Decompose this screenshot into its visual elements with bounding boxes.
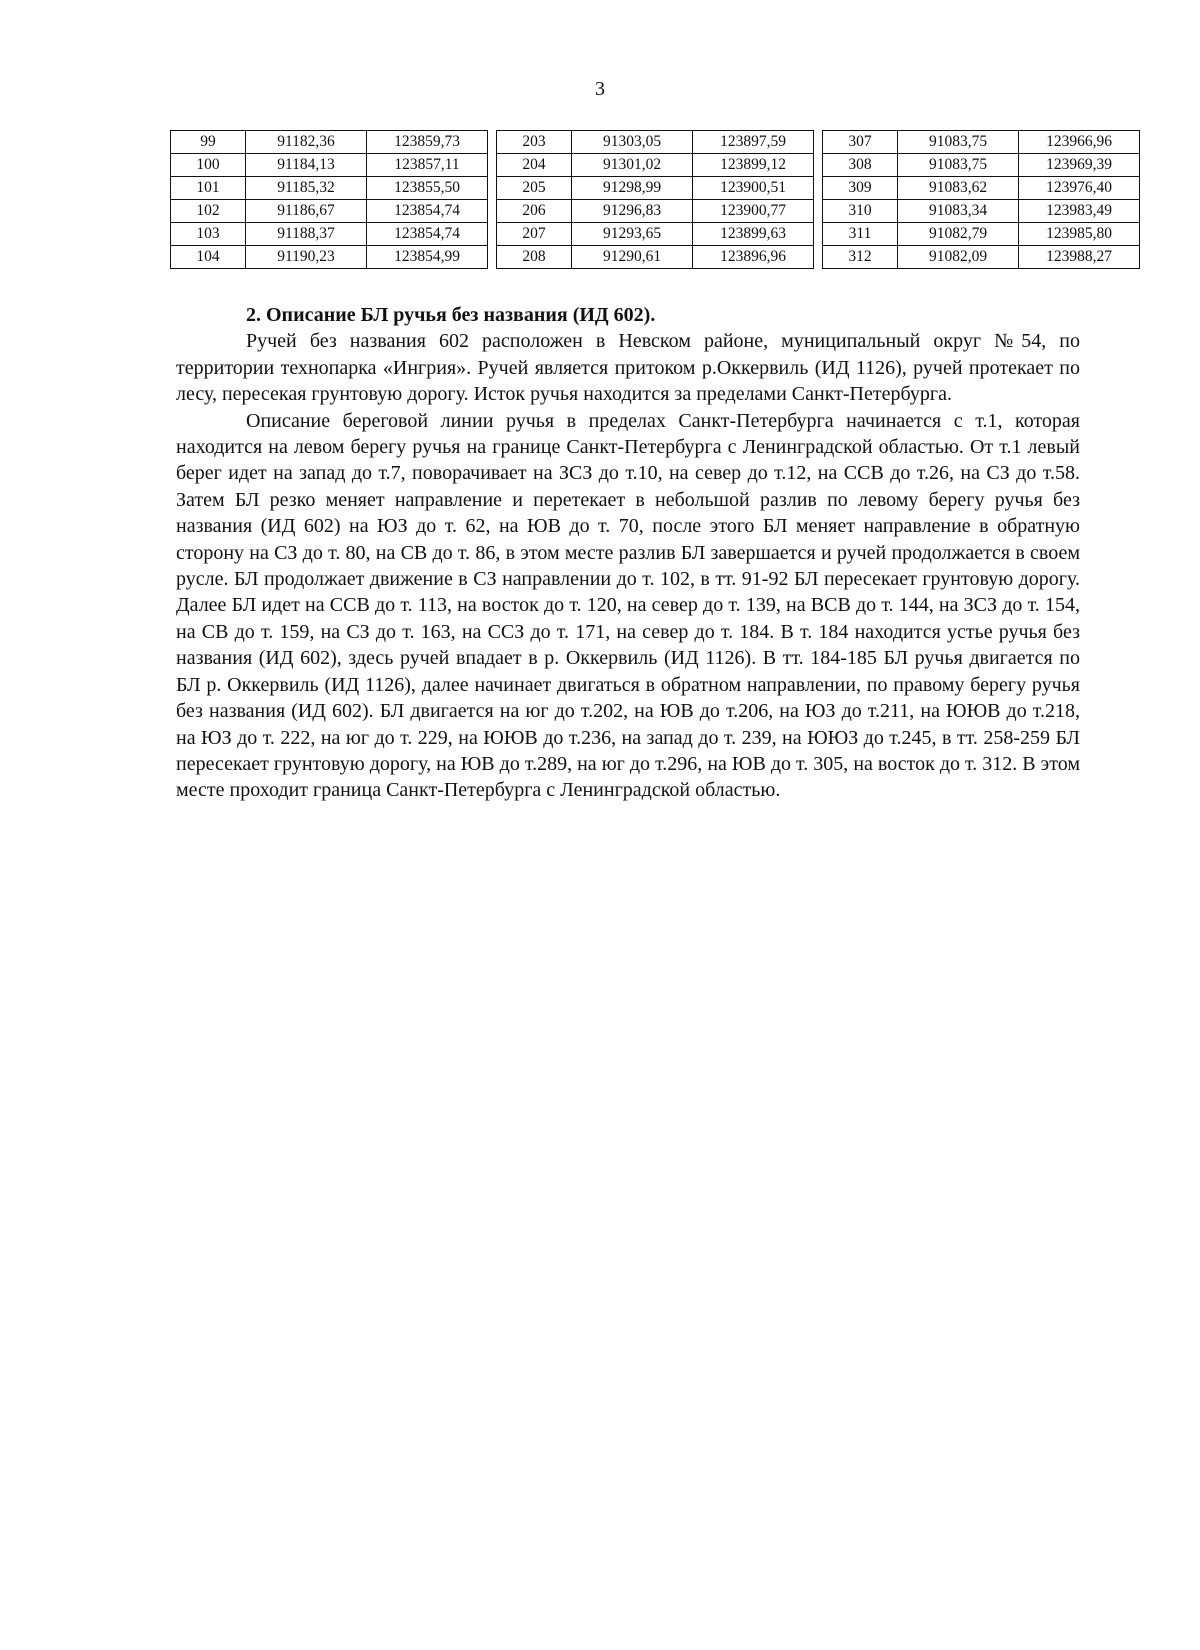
y-coordinate-cell: 123859,73 [367,131,488,154]
x-coordinate-cell: 91182,36 [246,131,367,154]
x-coordinate-cell: 91185,32 [246,177,367,200]
table-row [171,223,488,246]
table-row [823,200,1140,223]
y-coordinate-cell: 123899,12 [693,154,814,177]
x-coordinate-cell: 91296,83 [572,200,693,223]
y-coordinate-cell: 123897,59 [693,131,814,154]
table-row [497,200,814,223]
point-number-cell: 101 [171,177,246,200]
table-row [171,154,488,177]
x-coordinate-cell: 91290,61 [572,246,693,269]
point-number-cell: 99 [171,131,246,154]
point-number-cell: 208 [497,246,572,269]
x-coordinate-cell: 91083,75 [898,131,1019,154]
table-row [171,246,488,269]
paragraph-shoreline-description: Описание береговой линии ручья в пределах Санкт-Петербурга начинается с т.1, которая находится на левом берегу ручья на границе Санкт-Петербурга с Ленинградской областью. От т.1 левый берег идет на запад до т.7, поворачивает на ЗСЗ до т.10, на север до т.12, на ССВ до т.26, на СЗ до т.58. Затем БЛ резко меняет направление и перетекает в небольшой разлив по левому берегу ручья без названия (ИД 602) на ЮЗ до т. 62, на ЮВ до т. 70, после этого БЛ меняет направление в обратную сторону на СЗ до т. 80, на СВ до т. 86, в этом месте разлив БЛ завершается и ручей продолжается в своем русле. БЛ продолжает движение в СЗ направлении до т. 102, в тт. 91-92 БЛ пересекает грунтовую дорогу. Далее БЛ идет на ССВ до т. 113, на восток до т. 120, на север до т. 139, на ВСВ до т. 144, на ЗСЗ до т. 154, на СВ до т. 159, на СЗ до т. 163, на ССЗ до т. 171, на север до т. 184. В т. 184 находится устье ручья без названия (ИД 602), здесь ручей впадает в р. Оккервиль (ИД 1126). В тт. 184-185 БЛ ручья двигается по БЛ р. Оккервиль (ИД 1126), далее начинает двигаться в обратном направлении, по правому берегу ручья без названия (ИД 602). БЛ двигается на юг до т.202, на ЮВ до т.206, на ЮЗ до т.211, на ЮЮВ до т.218, на ЮЗ до т. 222, на юг до т. 229, на ЮЮВ до т.236, на запад до т. 239, на ЮЮЗ до т.245, в тт. 258-259 БЛ пересекает грунтовую дорогу, на ЮВ до т.289, на юг до т.296, на ЮВ до т. 305, на восток до т. 312. В этом месте проходит граница Санкт-Петербурга с Ленинградской областью. [176,409,1080,802]
x-coordinate-cell: 91303,05 [572,131,693,154]
point-number-cell: 309 [823,177,898,200]
y-coordinate-cell: 123983,49 [1019,200,1140,223]
point-number-cell: 311 [823,223,898,246]
page-number: 3 [595,78,605,100]
table-row [823,154,1140,177]
y-coordinate-cell: 123988,27 [1019,246,1140,269]
point-number-cell: 100 [171,154,246,177]
y-coordinate-cell: 123969,39 [1019,154,1140,177]
coordinates-table-3 [822,130,1140,269]
table-row [171,131,488,154]
point-number-cell: 102 [171,200,246,223]
table-row [823,223,1140,246]
point-number-cell: 203 [497,131,572,154]
coordinates-table-2 [496,130,814,269]
point-number-cell: 308 [823,154,898,177]
table-row [497,246,814,269]
point-number-cell: 204 [497,154,572,177]
x-coordinate-cell: 91082,09 [898,246,1019,269]
point-number-cell: 206 [497,200,572,223]
y-coordinate-cell: 123854,74 [367,223,488,246]
x-coordinate-cell: 91188,37 [246,223,367,246]
table-row [171,177,488,200]
y-coordinate-cell: 123985,80 [1019,223,1140,246]
y-coordinate-cell: 123896,96 [693,246,814,269]
table-row [823,131,1140,154]
section-heading: 2. Описание БЛ ручья без названия (ИД 602). [246,304,656,326]
point-number-cell: 307 [823,131,898,154]
table-row [497,154,814,177]
x-coordinate-cell: 91186,67 [246,200,367,223]
table-row [823,246,1140,269]
coordinates-table-1 [170,130,488,269]
x-coordinate-cell: 91083,75 [898,154,1019,177]
x-coordinate-cell: 91293,65 [572,223,693,246]
x-coordinate-cell: 91190,23 [246,246,367,269]
point-number-cell: 103 [171,223,246,246]
y-coordinate-cell: 123976,40 [1019,177,1140,200]
y-coordinate-cell: 123855,50 [367,177,488,200]
y-coordinate-cell: 123857,11 [367,154,488,177]
x-coordinate-cell: 91083,62 [898,177,1019,200]
paragraph-stream-location: Ручей без названия 602 расположен в Невском районе, муниципальный округ №54, по территории технопарка «Ингрия». Ручей является притоком р.Оккервиль (ИД 1126), ручей протекает по лесу, пересекая грунтовую дорогу. Исток ручья находится за пределами Санкт-Петербурга. [176,330,1080,406]
document-body [176,302,1080,804]
point-number-cell: 205 [497,177,572,200]
point-number-cell: 104 [171,246,246,269]
point-number-cell: 312 [823,246,898,269]
y-coordinate-cell: 123966,96 [1019,131,1140,154]
table-row [497,131,814,154]
table-row [497,177,814,200]
x-coordinate-cell: 91082,79 [898,223,1019,246]
point-number-cell: 207 [497,223,572,246]
table-row [823,177,1140,200]
x-coordinate-cell: 91083,34 [898,200,1019,223]
y-coordinate-cell: 123854,99 [367,246,488,269]
x-coordinate-cell: 91184,13 [246,154,367,177]
table-row [497,223,814,246]
y-coordinate-cell: 123900,51 [693,177,814,200]
table-row [171,200,488,223]
x-coordinate-cell: 91301,02 [572,154,693,177]
x-coordinate-cell: 91298,99 [572,177,693,200]
y-coordinate-cell: 123854,74 [367,200,488,223]
point-number-cell: 310 [823,200,898,223]
y-coordinate-cell: 123900,77 [693,200,814,223]
y-coordinate-cell: 123899,63 [693,223,814,246]
